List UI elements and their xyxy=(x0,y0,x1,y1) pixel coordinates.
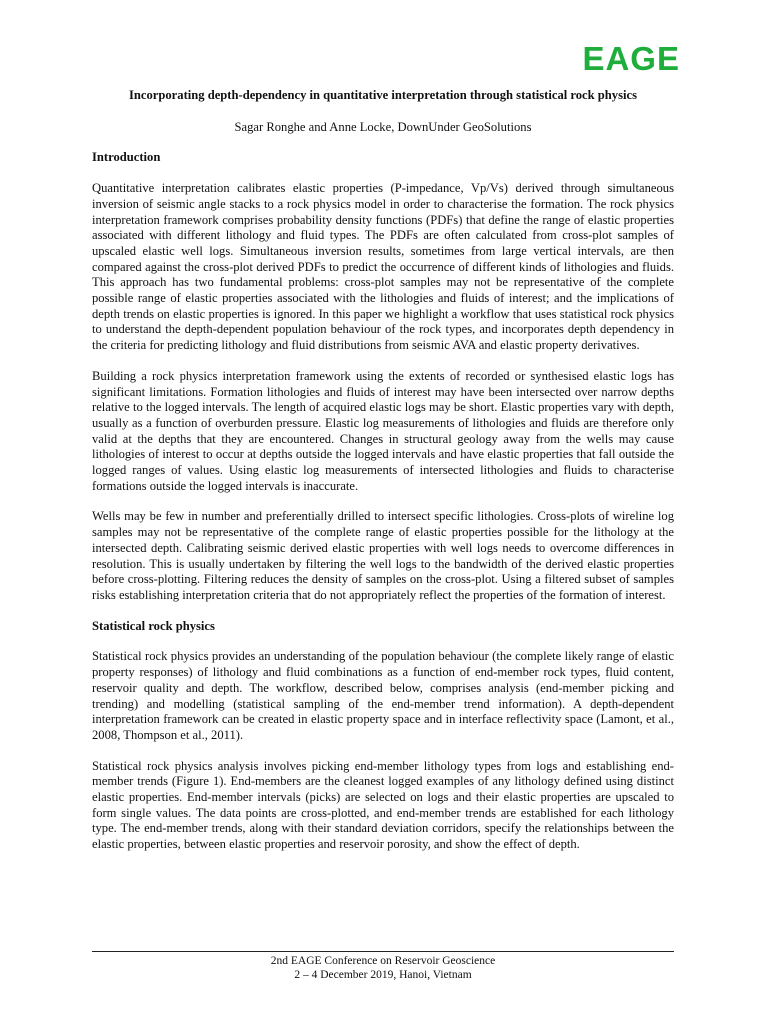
eage-logo: EAGE xyxy=(582,40,680,77)
section-heading-statistical-rock-physics: Statistical rock physics xyxy=(92,618,215,633)
author-line: Sagar Ronghe and Anne Locke, DownUnder GeoSolutions xyxy=(234,119,532,134)
footer-conference-name: 2nd EAGE Conference on Reservoir Geoscience xyxy=(270,955,496,967)
intro-paragraph-3: Wells may be few in number and preferentially drilled to intersect specific lithologies. Cross-plots of wireline log samples may not be representative of the complete range of elastic properties possible for the lithology at the intersected depth. Calibrating seismic derived elastic properties with well logs needs to overcome differences in resolution. This is usually undertaken by filtering the well logs to the bandwidth of the derived elastic properties before cross-plotting. Filtering reduces the density of samples on the cross-plot. Using a filtered subset of samples risks establishing interpretation criteria that do not appropriately reflect the properties of the formation of interest. xyxy=(92,509,674,602)
footer-divider xyxy=(92,951,674,952)
paper-title: Incorporating depth-dependency in quantitative interpretation through statistical rock physics xyxy=(129,88,637,102)
footer-conference-date-location: 2 – 4 December 2019, Hanoi, Vietnam xyxy=(294,969,472,981)
paper-body xyxy=(92,88,674,853)
conference-footer xyxy=(92,954,674,982)
intro-paragraph-1: Quantitative interpretation calibrates elastic properties (P-impedance, Vp/Vs) derived through simultaneous inversion of seismic angle stacks to a rock physics model in order to characterise the formation. The rock physics interpretation framework comprises probability density functions (PDFs) that define the range of elastic properties associated with different lithology and fluid types. The PDFs are often calculated from cross-plot samples of upscaled elastic well logs. Simultaneous inversion results, sometimes from large vertical intervals, are then compared against the cross-plot derived PDFs to predict the occurrence of different kinds of lithologies and fluids. This approach has two fundamental problems: cross-plot samples may not be representative of the complete possible range of elastic properties associated with the lithologies and fluids of interest; and the implications of depth trends on elastic properties is ignored. In this paper we highlight a workflow that uses statistical rock physics to understand the depth-dependent population behaviour of the rock types, and incorporates depth dependency in the criteria for predicting lithology and fluid distributions from seismic AVA and elastic property derivatives. xyxy=(92,181,674,353)
section-heading-introduction: Introduction xyxy=(92,150,161,165)
statistical-paragraph-2: Statistical rock physics analysis involves picking end-member lithology types from logs and establishing end-member trends (Figure 1). End-members are the cleanest logged examples of any lithology defined using distinct elastic properties. End-member intervals (picks) are selected on logs and their elastic properties are upscaled to form single values. The data points are cross-plotted, and end-member trends are established for each lithology type. The end-member trends, along with their standard deviation corridors, specify the relationships between the elastic properties, between elastic properties and reservoir porosity, and show the effect of depth. xyxy=(92,758,674,852)
statistical-paragraph-1: Statistical rock physics provides an understanding of the population behaviour (the complete likely range of elastic property responses) of lithology and fluid combinations as a function of end-member rock types, fluid content, reservoir quality and depth. The workflow, described below, comprises analysis (end-member picking and trending) and modelling (statistical sampling of the end-member trend information). A depth-dependent interpretation framework can be created in elastic property space and in interface reflectivity space (Lamont, et al., 2008, Thompson et al., 2011). xyxy=(92,649,674,742)
intro-paragraph-2: Building a rock physics interpretation framework using the extents of recorded or synthesised elastic logs has significant limitations. Formation lithologies and fluids of interest may have been intersected over narrow depths relative to the logged intervals. The length of acquired elastic logs may be short. Elastic properties vary with depth, usually as a function of overburden pressure. Elastic log measurements of lithologies and fluids are therefore only valid at the depths that they are encountered. Changes in structural geology away from the wells may cause lithologies of interest to occur at depths outside the logged intervals and have elastic properties that fall outside the logged ranges of values. Using elastic log measurements of intersected lithologies and fluids to characterise formations outside the logged intervals is inaccurate. xyxy=(92,368,674,493)
